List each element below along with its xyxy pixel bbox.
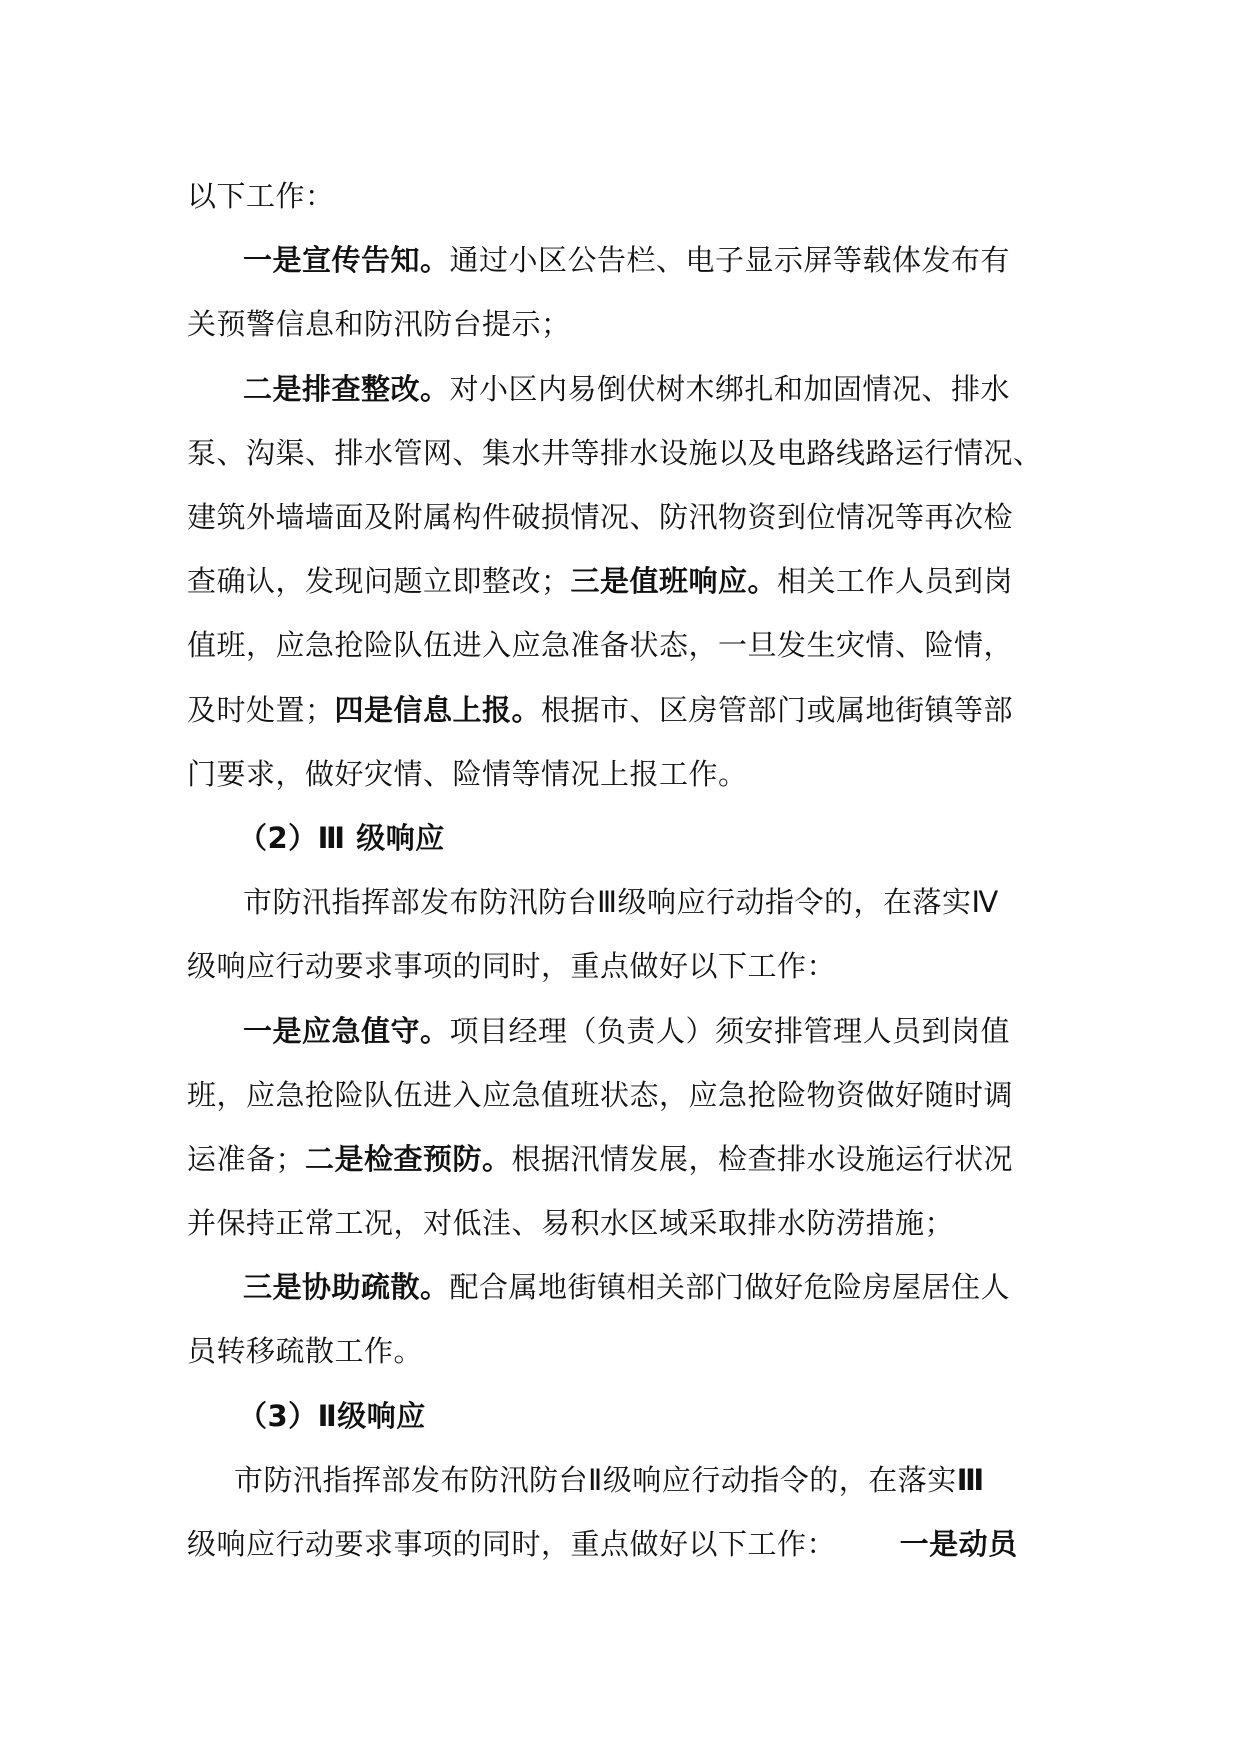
text-line xyxy=(187,561,1013,601)
text-line xyxy=(187,497,1013,537)
bold-text-run: 三是协助疏散。 xyxy=(243,1270,450,1304)
section-heading xyxy=(238,1396,426,1436)
text-line xyxy=(187,1075,1013,1115)
text-run: 市防汛指挥部发布防汛防台Ⅱ级响应行动指令的，在落实 xyxy=(234,1463,957,1497)
bold-text-run: 二是排查整改。 xyxy=(243,372,450,406)
text-line xyxy=(187,690,1013,730)
text-run: 班，应急抢险队伍进入应急值班状态，应急抢险物资做好随时调 xyxy=(187,1078,1014,1112)
text-line xyxy=(187,1139,1013,1179)
text-line xyxy=(243,882,999,922)
text-line xyxy=(187,754,748,794)
bold-text-run: 一是宣传告知。 xyxy=(243,243,450,277)
bold-text-run: 二是检查预防。 xyxy=(305,1142,512,1176)
text-run: 配合属地街镇相关部门做好危险房屋居住人 xyxy=(449,1270,1011,1304)
text-run: 对小区内易倒伏树木绑扎和加固情况、排水 xyxy=(449,372,1011,406)
text-line xyxy=(187,304,571,344)
text-line xyxy=(187,1331,423,1371)
text-run: 通过小区公告栏、电子显示屏等载体发布有 xyxy=(449,243,1011,277)
text-run: 根据汛情发展，检查排水设施运行状况 xyxy=(511,1142,1014,1176)
bold-text-run: （3）Ⅱ级响应 xyxy=(238,1399,426,1433)
text-run: 关预警信息和防汛防台提示； xyxy=(187,307,571,341)
text-line xyxy=(243,1267,1010,1307)
text-run: 值班，应急抢险队伍进入应急准备状态，一旦发生灾情、险情， xyxy=(187,628,1014,662)
text-run: 级响应行动要求事项的同时，重点做好以下工作： xyxy=(187,1527,837,1561)
text-run: 并保持正常工况，对低洼、易积水区域采取排水防涝措施； xyxy=(187,1206,955,1240)
bold-text-run: 一是动员 xyxy=(836,1527,1018,1561)
text-line xyxy=(243,240,1010,280)
text-run: 以下工作： xyxy=(187,179,335,213)
text-run: 市防汛指挥部发布防汛防台Ⅲ级响应行动指令的，在落实Ⅳ xyxy=(243,885,999,919)
text-line xyxy=(243,1011,1010,1051)
text-run: 相关工作人员到岗 xyxy=(777,564,1014,598)
text-line xyxy=(187,1524,1018,1564)
text-run: 项目经理（负责人）须安排管理人员到岗值 xyxy=(449,1014,1011,1048)
bold-text-run: 四是信息上报。 xyxy=(334,693,542,727)
text-line xyxy=(243,369,1010,409)
text-line xyxy=(187,433,1043,473)
text-line xyxy=(187,625,1013,665)
bold-text-run: （2）Ⅲ 级响应 xyxy=(238,821,445,855)
text-line xyxy=(234,1460,985,1500)
bold-text-run: Ⅲ xyxy=(956,1463,985,1497)
text-run: 级响应行动要求事项的同时，重点做好以下工作： xyxy=(187,949,837,983)
text-run: 查确认，发现问题立即整改； xyxy=(187,564,571,598)
bold-text-run: 三是值班响应。 xyxy=(570,564,778,598)
text-run: 员转移疏散工作。 xyxy=(187,1334,424,1368)
text-line xyxy=(187,946,836,986)
text-run: 泵、沟渠、排水管网、集水井等排水设施以及电路线路运行情况、 xyxy=(187,436,1043,470)
section-heading xyxy=(238,818,445,858)
text-run: 门要求，做好灾情、险情等情况上报工作。 xyxy=(187,757,748,791)
text-run: 根据市、区房管部门或属地街镇等部 xyxy=(541,693,1014,727)
text-run: 运准备； xyxy=(187,1142,306,1176)
text-run: 建筑外墙墙面及附属构件破损情况、防汛物资到位情况等再次检 xyxy=(187,500,1014,534)
text-line xyxy=(187,1203,954,1243)
text-line xyxy=(187,176,335,216)
bold-text-run: 一是应急值守。 xyxy=(243,1014,450,1048)
text-run: 及时处置； xyxy=(187,693,335,727)
